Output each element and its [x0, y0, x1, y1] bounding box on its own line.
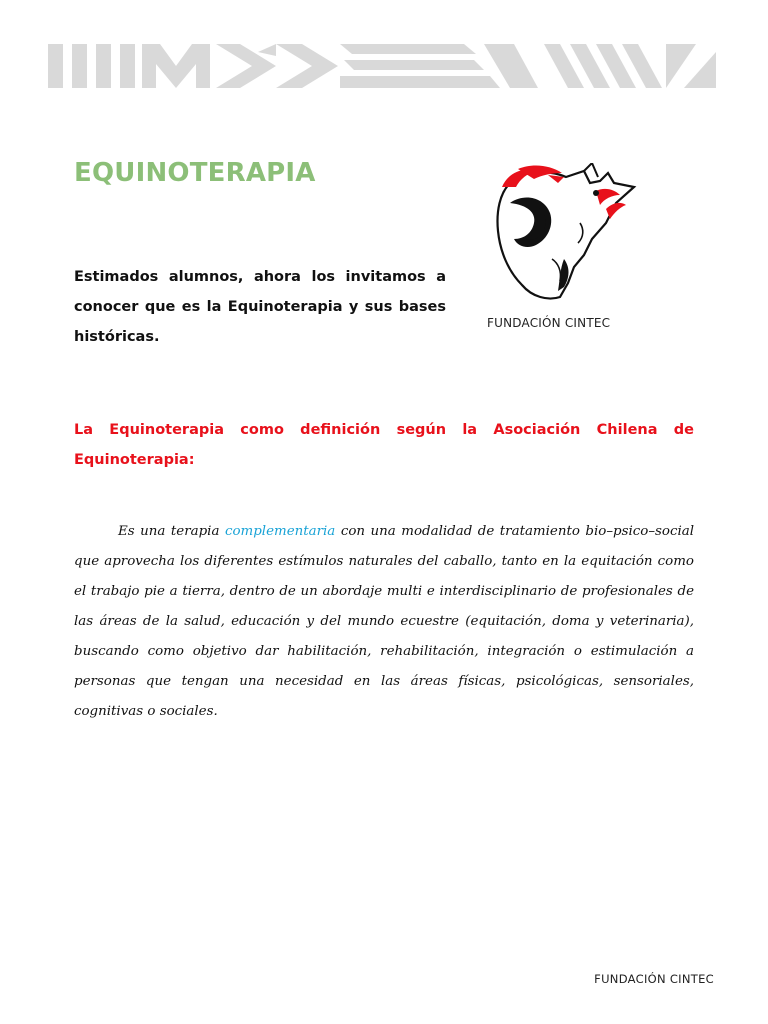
logo-caption: FUNDACIÓN CINTEC [487, 316, 611, 330]
horse-head-logo-icon [488, 163, 638, 305]
definition-paragraph [74, 517, 694, 727]
page-footer: FUNDACIÓN CINTEC [594, 972, 714, 986]
definition-heading: La Equinoterapia como definición según la Asociación Chilena de Equinoterapia: [74, 422, 694, 468]
decorative-header-banner [44, 42, 720, 90]
highlighted-term: complementaria [224, 524, 336, 539]
page-title: EQUINOTERAPIA [74, 158, 316, 188]
definition-text-start: Es una terapia [118, 524, 225, 539]
intro-paragraph: Estimados alumnos, ahora los invitamos a conocer que es la Equinoterapia y sus bases históricas. [74, 269, 446, 345]
definition-text-rest: con una modalidad de tratamiento bio–psico–social que aprovecha los diferentes estímulos naturales del caballo, tanto en la equitación como el trabajo pie a tierra, dentro de un abordaje multi e interdisciplinario de profesionales de las áreas de la salud, educación y del mundo ecuestre (equitación, doma y veterinaria), buscando como objetivo dar habilitación, rehabilitación, integración o estimulación a personas que tengan una necesidad en las áreas físicas, psicológicas, sensoriales, cognitivas o sociales. [74, 524, 694, 719]
